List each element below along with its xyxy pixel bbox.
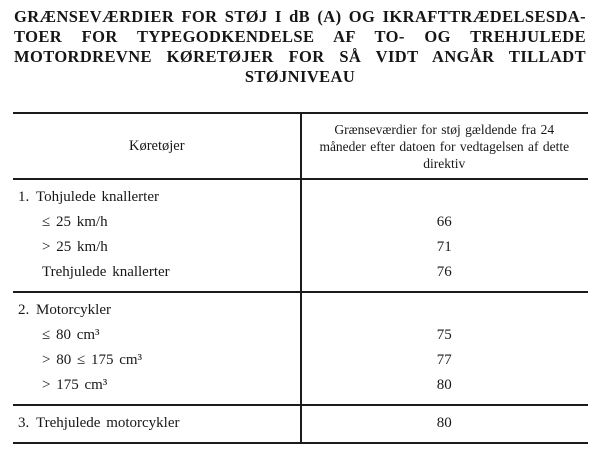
row-label-cell [13,235,301,260]
row-label-cell [13,298,301,323]
row-label: > 175 cm³ [42,377,108,393]
noise-limits-table [13,112,588,444]
row-label-cell [13,260,301,285]
title-line-4: STØJNIVEAU [244,67,356,86]
row-value [301,185,589,210]
row-label: ≤ 25 km/h [42,214,108,230]
header-limits [301,114,589,178]
row-label-cell [13,210,301,235]
row-value: 80 [436,415,452,431]
row-value: 75 [436,327,452,343]
row-value: 80 [436,377,452,393]
row-label: Motorcykler [36,302,111,318]
column-divider-line [300,114,302,442]
header-vehicles: Køretøjer [128,137,185,154]
row-label: Tohjulede knallerter [36,189,159,205]
row-label: > 80 ≤ 175 cm³ [42,352,143,368]
row-number: 2. [18,302,30,318]
row-label-cell [13,411,301,436]
row-label-cell [13,323,301,348]
title-line-3: MOTORDREVNE KØRETØJER FOR SÅ VIDT ANGÅR TILLADT [14,47,586,66]
row-label-cell [13,348,301,373]
row-value: 76 [436,264,452,280]
row-value: 71 [436,239,452,255]
title-line-1: GRÆNSEVÆRDIER FOR STØJ I dB (A) OG IKRAFTTRÆDELSESDA- [14,7,586,26]
document-page [0,7,600,450]
row-number: 1. [18,189,30,205]
row-label: Trehjulede motorcykler [36,415,180,431]
row-label: ≤ 80 cm³ [42,327,100,343]
row-value: 77 [436,352,452,368]
row-label-cell [13,373,301,398]
row-label: > 25 km/h [42,239,108,255]
row-number: 3. [18,415,30,431]
title-line-2: TOER FOR TYPEGODKENDELSE AF TO- OG TREHJULEDE [14,27,586,46]
row-value [301,298,589,323]
document-title [14,7,586,87]
row-label-cell [13,185,301,210]
row-value: 66 [436,214,452,230]
header-limits-text: Grænseværdier for støj gældende fra 24 måneder efter datoen for vedtagelsen af dette direktiv [319,121,570,171]
row-label: Trehjulede knallerter [42,264,170,280]
